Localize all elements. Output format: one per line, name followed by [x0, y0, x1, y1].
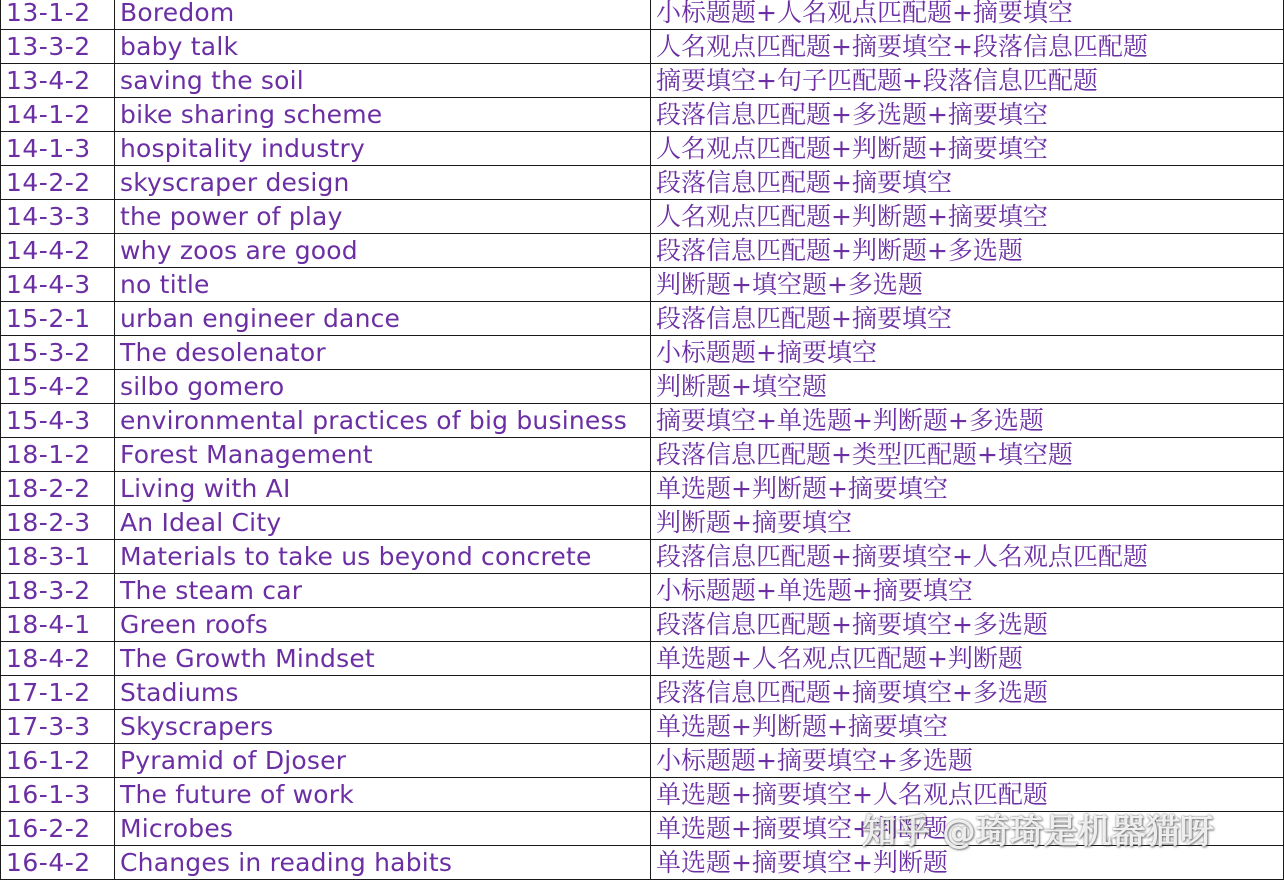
- cell-question-types[interactable]: 单选题+判断题+摘要填空: [651, 472, 1284, 506]
- cell-code[interactable]: 16-2-2: [1, 812, 115, 846]
- cell-question-types[interactable]: 人名观点匹配题+判断题+摘要填空: [651, 132, 1284, 166]
- table-row: [1, 200, 1284, 234]
- cell-code[interactable]: 18-4-2: [1, 642, 115, 676]
- cell-title[interactable]: Changes in reading habits: [115, 846, 651, 880]
- cell-question-types[interactable]: 单选题+摘要填空+判断题: [651, 812, 1284, 846]
- table-row: [1, 472, 1284, 506]
- cell-code[interactable]: 18-3-1: [1, 540, 115, 574]
- cell-code[interactable]: 17-3-3: [1, 710, 115, 744]
- cell-code[interactable]: 14-4-3: [1, 268, 115, 302]
- cell-code[interactable]: 13-1-2: [1, 0, 115, 30]
- cell-code[interactable]: 17-1-2: [1, 676, 115, 710]
- cell-question-types[interactable]: 小标题题+单选题+摘要填空: [651, 574, 1284, 608]
- cell-code[interactable]: 14-2-2: [1, 166, 115, 200]
- cell-title[interactable]: hospitality industry: [115, 132, 651, 166]
- table-row: [1, 370, 1284, 404]
- cell-question-types[interactable]: 小标题题+摘要填空: [651, 336, 1284, 370]
- cell-question-types[interactable]: 段落信息匹配题+摘要填空+多选题: [651, 608, 1284, 642]
- table-row: [1, 268, 1284, 302]
- table-row: [1, 540, 1284, 574]
- cell-title[interactable]: Living with AI: [115, 472, 651, 506]
- table-row: [1, 132, 1284, 166]
- cell-title[interactable]: Stadiums: [115, 676, 651, 710]
- cell-title[interactable]: Boredom: [115, 0, 651, 30]
- table-row: [1, 608, 1284, 642]
- table-row: [1, 64, 1284, 98]
- cell-question-types[interactable]: 段落信息匹配题+摘要填空: [651, 166, 1284, 200]
- cell-question-types[interactable]: 段落信息匹配题+摘要填空+多选题: [651, 676, 1284, 710]
- cell-question-types[interactable]: 单选题+人名观点匹配题+判断题: [651, 642, 1284, 676]
- table-row: [1, 676, 1284, 710]
- cell-question-types[interactable]: 摘要填空+句子匹配题+段落信息匹配题: [651, 64, 1284, 98]
- cell-title[interactable]: The Growth Mindset: [115, 642, 651, 676]
- cell-code[interactable]: 13-4-2: [1, 64, 115, 98]
- cell-question-types[interactable]: 单选题+摘要填空+判断题: [651, 846, 1284, 880]
- cell-title[interactable]: Pyramid of Djoser: [115, 744, 651, 778]
- table-row: [1, 0, 1284, 30]
- cell-title[interactable]: Skyscrapers: [115, 710, 651, 744]
- cell-question-types[interactable]: 段落信息匹配题+判断题+多选题: [651, 234, 1284, 268]
- table-row: [1, 642, 1284, 676]
- cell-question-types[interactable]: 小标题题+人名观点匹配题+摘要填空: [651, 0, 1284, 30]
- cell-code[interactable]: 13-3-2: [1, 30, 115, 64]
- watermark: 知乎 @琦琦是机器猫呀: [862, 812, 1214, 852]
- cell-title[interactable]: why zoos are good: [115, 234, 651, 268]
- cell-question-types[interactable]: 人名观点匹配题+摘要填空+段落信息匹配题: [651, 30, 1284, 64]
- table-row: [1, 302, 1284, 336]
- cell-question-types[interactable]: 段落信息匹配题+类型匹配题+填空题: [651, 438, 1284, 472]
- cell-title[interactable]: The future of work: [115, 778, 651, 812]
- cell-question-types[interactable]: 小标题题+摘要填空+多选题: [651, 744, 1284, 778]
- cell-question-types[interactable]: 判断题+填空题: [651, 370, 1284, 404]
- cell-code[interactable]: 16-4-2: [1, 846, 115, 880]
- cell-title[interactable]: silbo gomero: [115, 370, 651, 404]
- table-row: [1, 336, 1284, 370]
- table-row: [1, 812, 1284, 846]
- cell-question-types[interactable]: 摘要填空+单选题+判断题+多选题: [651, 404, 1284, 438]
- cell-code[interactable]: 14-4-2: [1, 234, 115, 268]
- cell-code[interactable]: 18-1-2: [1, 438, 115, 472]
- cell-code[interactable]: 18-2-3: [1, 506, 115, 540]
- table-row: [1, 506, 1284, 540]
- table-row: [1, 234, 1284, 268]
- table-row: [1, 574, 1284, 608]
- table-row: [1, 166, 1284, 200]
- cell-question-types[interactable]: 单选题+判断题+摘要填空: [651, 710, 1284, 744]
- cell-title[interactable]: no title: [115, 268, 651, 302]
- cell-title[interactable]: the power of play: [115, 200, 651, 234]
- cell-title[interactable]: Microbes: [115, 812, 651, 846]
- cell-code[interactable]: 14-3-3: [1, 200, 115, 234]
- cell-code[interactable]: 16-1-2: [1, 744, 115, 778]
- cell-code[interactable]: 14-1-2: [1, 98, 115, 132]
- cell-title[interactable]: environmental practices of big business: [115, 404, 651, 438]
- cell-title[interactable]: saving the soil: [115, 64, 651, 98]
- cell-question-types[interactable]: 人名观点匹配题+判断题+摘要填空: [651, 200, 1284, 234]
- cell-title[interactable]: An Ideal City: [115, 506, 651, 540]
- cell-code[interactable]: 18-4-1: [1, 608, 115, 642]
- cell-title[interactable]: urban engineer dance: [115, 302, 651, 336]
- table-row: [1, 30, 1284, 64]
- table-row: [1, 846, 1284, 880]
- cell-question-types[interactable]: 判断题+摘要填空: [651, 506, 1284, 540]
- cell-code[interactable]: 16-1-3: [1, 778, 115, 812]
- cell-question-types[interactable]: 段落信息匹配题+摘要填空+人名观点匹配题: [651, 540, 1284, 574]
- cell-title[interactable]: The desolenator: [115, 336, 651, 370]
- cell-code[interactable]: 15-3-2: [1, 336, 115, 370]
- cell-title[interactable]: Materials to take us beyond concrete: [115, 540, 651, 574]
- cell-title[interactable]: baby talk: [115, 30, 651, 64]
- cell-title[interactable]: bike sharing scheme: [115, 98, 651, 132]
- cell-code[interactable]: 15-4-2: [1, 370, 115, 404]
- table-row: [1, 744, 1284, 778]
- cell-question-types[interactable]: 段落信息匹配题+摘要填空: [651, 302, 1284, 336]
- table-row: [1, 438, 1284, 472]
- table-row: [1, 404, 1284, 438]
- cell-title[interactable]: skyscraper design: [115, 166, 651, 200]
- cell-code[interactable]: 14-1-3: [1, 132, 115, 166]
- cell-title[interactable]: Green roofs: [115, 608, 651, 642]
- cell-code[interactable]: 18-2-2: [1, 472, 115, 506]
- cell-code[interactable]: 18-3-2: [1, 574, 115, 608]
- cell-title[interactable]: Forest Management: [115, 438, 651, 472]
- table-row: [1, 98, 1284, 132]
- cell-question-types[interactable]: 判断题+填空题+多选题: [651, 268, 1284, 302]
- cell-question-types[interactable]: 段落信息匹配题+多选题+摘要填空: [651, 98, 1284, 132]
- cell-question-types[interactable]: 单选题+摘要填空+人名观点匹配题: [651, 778, 1284, 812]
- table-row: [1, 710, 1284, 744]
- cell-code[interactable]: 15-4-3: [1, 404, 115, 438]
- table-body: [1, 0, 1284, 880]
- cell-code[interactable]: 15-2-1: [1, 302, 115, 336]
- table-row: [1, 778, 1284, 812]
- cell-title[interactable]: The steam car: [115, 574, 651, 608]
